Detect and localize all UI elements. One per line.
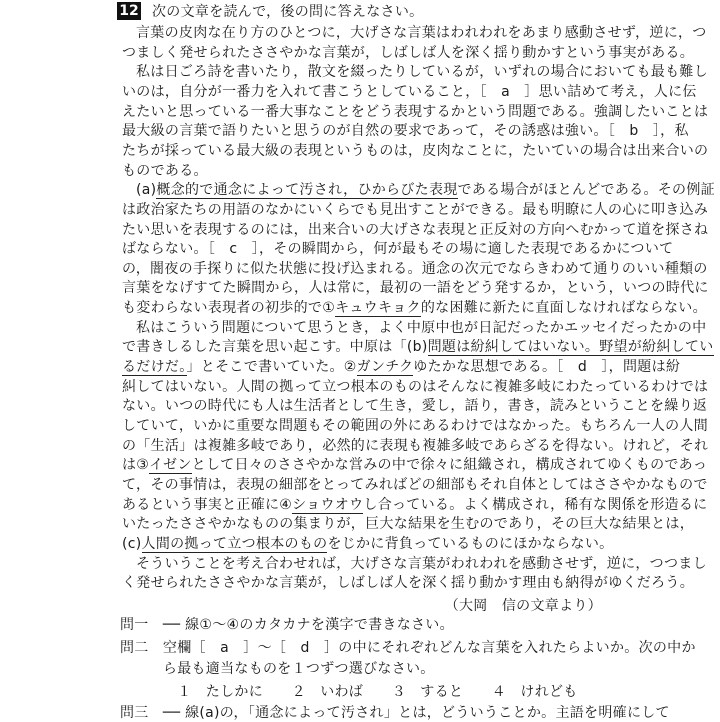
passage-line — [122, 122, 689, 140]
underlined-phrase: るだけだ。 — [122, 359, 187, 375]
passage-text: たちが採っている最大級の表現というものは，皮肉なことに，たいていの場合は出来合いの — [122, 142, 709, 159]
passage-text: していて，いかに重要な問題もその範囲の外にあるわけではなかった。もちろん一人の人間 — [122, 418, 709, 434]
passage-line — [122, 476, 708, 494]
passage-line — [122, 240, 673, 258]
passage-text: 言葉をなげすてた瞬間から，人は常に，最初の一語をどう発するか，という，いつの時代に — [122, 280, 709, 297]
passage-text: ゆたかな思想である。［ d ］，問題は紛 — [413, 359, 681, 375]
passage-text: (a) — [136, 182, 157, 199]
passage-line — [136, 319, 706, 337]
question-line: ら最も適当なものを１つずつ選びなさい。 — [120, 661, 435, 677]
passage-line — [122, 83, 697, 101]
passage-line — [122, 338, 714, 356]
problem-instruction: 次の文章を読んで，後の問に答えなさい。 — [152, 4, 424, 20]
passage-text: て，その事情は，表現の細部をとってみればどの細部もそれ自体としてはささやかなもので — [122, 476, 708, 493]
passage-text: の，闇夜の手探りに似た状態に投げ込まれる。通念の次元でならきわめて通りのいい種類の — [122, 260, 708, 277]
passage-text: の「生活」は複雑多岐であり，必然的に表現も複雑多岐であらざるを得ない。けれど，それ — [122, 437, 709, 454]
passage-line — [122, 358, 680, 376]
passage-text: も変わらない表現者の初歩的で① — [122, 300, 336, 317]
passage-text: 的な困難に新たに直面しなければならない。 — [420, 300, 707, 317]
passage-line — [122, 456, 707, 474]
passage-text: 私は日ごろ詩を書いたり，散文を綴ったりしているが，いずれの場合においても最も難し — [136, 64, 708, 81]
passage-line — [122, 260, 708, 278]
passage-line — [122, 417, 708, 435]
passage-text: いたったささやかなものの集まりが，巨大な結果を生むのであり，その巨大な結果とは， — [122, 516, 694, 533]
passage-text: 糾してはいない。人間の拠って立つ根本のものはそんなに複雑多岐にわたっているわけでは — [122, 378, 709, 395]
passage-line — [122, 397, 707, 415]
passage-text: し合っている。よく構成され，稀有な関係を形造るに — [363, 496, 708, 513]
passage-text: 」とそこで書いていた。② — [186, 359, 357, 375]
passage-text: 最大級の言葉で語りたいと思うのが自然の要求であって，その誘惑は強い。［ b ］，私 — [122, 123, 689, 140]
passage-text: たい思いを表現するのには，出来合いの大げさな表現と正反対の方向へむかって道を探さね — [122, 221, 709, 238]
passage-text: は政治家たちの用語のなかにいくらでも見出すことができる。最も明瞭に人の心に叩き込み — [122, 201, 709, 218]
passage-line — [122, 515, 694, 533]
passage-text: をじかに背負っているものにほかならない。 — [327, 535, 614, 552]
passage-text: (c) — [122, 535, 142, 552]
underlined-phrase: イゼン — [149, 457, 192, 474]
passage-text: ない。いつの時代にも人は生活者として生き，愛し，語り，書き，読みということを繰り返 — [122, 398, 708, 415]
underlined-phrase: キュウキョク — [335, 300, 421, 317]
passage-line — [122, 162, 208, 180]
source-attribution: （大岡 信の文章より） — [444, 598, 602, 614]
passage-text: えたいと思っている一番大事なことをどう表現するかという問題である。強調したいことは — [122, 103, 709, 120]
passage-line — [136, 555, 707, 573]
passage-line — [122, 496, 707, 514]
underlined-phrase: 問題は紛糾してはいない。野望が紛糾してい — [427, 339, 714, 356]
passage-text: いのは，自分が一番力を入れて書こうとしていること，［ a ］思い詰めて考え，人に伝 — [122, 83, 697, 100]
passage-text: は③ — [122, 457, 150, 474]
passage-text: く発せられたささやかな言葉が，しばしば人を深く揺り動かす理由も納得がゆくだろう。 — [122, 575, 694, 592]
passage-text: そういうことを考え合わせれば，大げさな言葉がわれわれを感動させず，逆に，つつまし — [136, 555, 707, 572]
underlined-phrase: 概念的で通念によって汚され，ひからびた表現 — [156, 182, 458, 199]
passage-line — [122, 535, 613, 553]
passage-line — [122, 44, 694, 62]
question-line: 問三 ── 線(a)の，「通念によって汚され」とは，どういうことか。主語を明確にして — [120, 705, 670, 721]
question-line: 問二 空欄［ a ］～［ d ］の中にそれぞれどんな言葉を入れたらよいか。次の中か — [120, 640, 696, 656]
passage-text: として日々のささやかな営みの中で徐々に組織され，構成されてゆくものであっ — [191, 457, 708, 474]
passage-text: あるという事実と正確に④ — [122, 496, 293, 513]
passage-text: ばならない。［ c ］，その瞬間から，何が最もその場に適した表現であるかについて — [122, 241, 674, 258]
passage-line — [136, 181, 715, 199]
passage-line — [136, 24, 707, 42]
passage-text: つましく発せられたささやかな言葉が，しばしば人を深く揺り動かすという事実がある。 — [122, 44, 694, 61]
passage-line — [122, 142, 708, 160]
passage-text: で書きしるした言葉を思い起こす。中原は「(b) — [122, 339, 428, 356]
passage-line — [122, 437, 708, 455]
passage-line — [122, 103, 708, 121]
passage-text: ものである。 — [122, 162, 208, 179]
problem-number-badge: 12 — [117, 2, 141, 20]
question-line: １ たしかに ２ いわば ３ すると ４ けれども — [120, 684, 578, 700]
underlined-phrase: ガンチク — [356, 359, 414, 375]
passage-line — [122, 221, 708, 239]
underlined-phrase: 人間の拠って立つ根本のもの — [141, 535, 328, 552]
passage-text: 言葉の皮肉な在り方のひとつに，大げさな言葉はわれわれをあまり感動させず，逆に，つ — [136, 25, 707, 41]
passage-text: 私はこういう問題について思うとき，よく中原中也が日記だったかエッセイだったかの中 — [136, 319, 707, 336]
passage-text: である場合がほとんどである。その例証 — [457, 182, 715, 199]
passage-line — [122, 574, 694, 592]
passage-line — [122, 201, 708, 219]
passage-line — [136, 63, 708, 81]
passage-line — [122, 279, 709, 297]
passage-line — [122, 378, 708, 396]
underlined-phrase: ショウオウ — [292, 496, 364, 513]
question-line: 問一 ── 線①～④のカタカナを漢字で書きなさい。 — [120, 617, 454, 633]
passage-line — [122, 299, 707, 317]
